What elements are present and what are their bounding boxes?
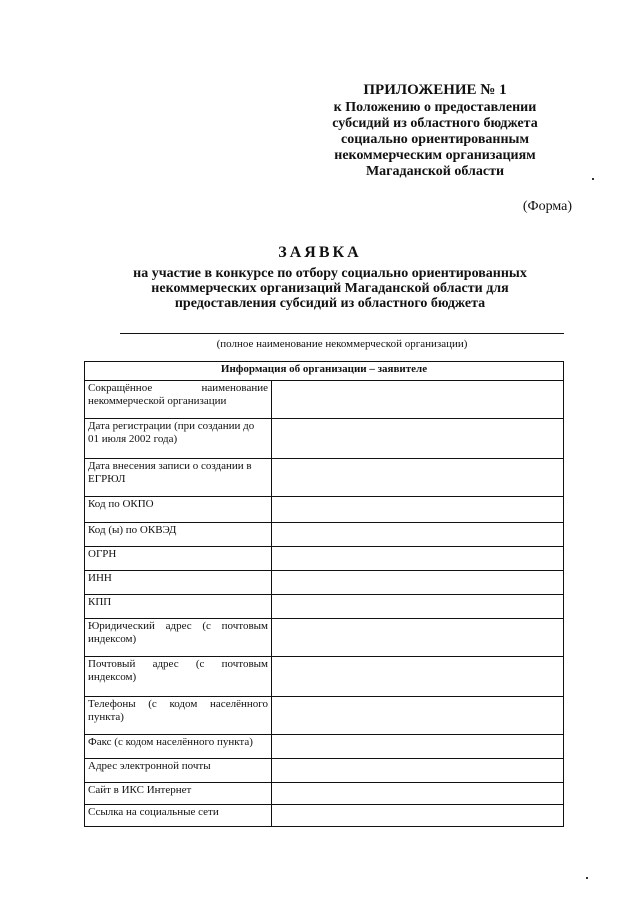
row-value-cell[interactable] <box>272 657 564 697</box>
row-label: Адрес электронной почты <box>85 759 272 783</box>
appendix-title: ПРИЛОЖЕНИЕ № 1 <box>363 82 507 98</box>
row-value-cell[interactable] <box>272 619 564 657</box>
table-row <box>85 697 564 735</box>
row-value-cell[interactable] <box>272 571 564 595</box>
organization-name-field[interactable] <box>120 333 564 334</box>
row-value-cell[interactable] <box>272 697 564 735</box>
form-label: (Форма) <box>522 199 572 214</box>
row-value-cell[interactable] <box>272 783 564 805</box>
appendix-line: некоммерческим организациям <box>334 148 536 163</box>
table-header-row <box>85 362 564 381</box>
appendix-block <box>300 82 570 180</box>
row-value-cell[interactable] <box>272 595 564 619</box>
row-label: ИНН <box>85 571 272 595</box>
row-label: Код по ОКПО <box>85 497 272 523</box>
row-value-cell[interactable] <box>272 759 564 783</box>
row-label: Телефоны (с кодом населённого пункта) <box>85 697 272 735</box>
row-value-cell[interactable] <box>272 459 564 497</box>
row-label: Ссылка на социальные сети <box>85 805 272 827</box>
table-row <box>85 459 564 497</box>
appendix-line: социально ориентированным <box>341 132 529 147</box>
row-label: Факс (с кодом населённого пункта) <box>85 735 272 759</box>
table-header: Информация об организации – заявителе <box>85 362 564 381</box>
row-value-cell[interactable] <box>272 735 564 759</box>
table-row <box>85 783 564 805</box>
application-title: ЗАЯВКА <box>278 244 362 261</box>
subtitle-line: предоставления субсидий из областного бюджета <box>174 296 486 311</box>
table-row <box>85 619 564 657</box>
row-label: Юридический адрес (с почтовым индексом) <box>85 619 272 657</box>
row-label: Почтовый адрес (с почтовым индексом) <box>85 657 272 697</box>
row-label: Сайт в ИКС Интернет <box>85 783 272 805</box>
subtitle-line: на участие в конкурсе по отбору социально ориентированных <box>133 266 527 281</box>
appendix-line: к Положению о предоставлении <box>333 100 537 115</box>
appendix-line: субсидий из областного бюджета <box>332 116 538 131</box>
table-row <box>85 547 564 571</box>
row-label: ОГРН <box>85 547 272 571</box>
subtitle-line: некоммерческих организаций Магаданской области для <box>151 281 509 296</box>
table-row <box>85 657 564 697</box>
table-row <box>85 805 564 827</box>
row-value-cell[interactable] <box>272 497 564 523</box>
row-label: Дата регистрации (при создании до 01 июля 2002 года) <box>85 419 272 459</box>
table-row <box>85 571 564 595</box>
application-subtitle <box>80 266 580 311</box>
row-label: Код (ы) по ОКВЭД <box>85 523 272 547</box>
table-row <box>85 759 564 783</box>
table-row <box>85 735 564 759</box>
scan-speck <box>586 877 588 879</box>
row-value-cell[interactable] <box>272 547 564 571</box>
table-row <box>85 419 564 459</box>
table-row <box>85 595 564 619</box>
row-label: Сокращённое наименование некоммерческой организации <box>85 381 272 419</box>
organization-name-caption: (полное наименование некоммерческой организации) <box>216 338 468 350</box>
row-label: КПП <box>85 595 272 619</box>
row-value-cell[interactable] <box>272 523 564 547</box>
row-label: Дата внесения записи о создании в ЕГРЮЛ <box>85 459 272 497</box>
row-value-cell[interactable] <box>272 419 564 459</box>
table-row <box>85 523 564 547</box>
appendix-line: Магаданской области <box>365 164 505 179</box>
row-value-cell[interactable] <box>272 805 564 827</box>
table-row <box>85 381 564 419</box>
organization-info-table <box>84 361 564 827</box>
row-value-cell[interactable] <box>272 381 564 419</box>
table-row <box>85 497 564 523</box>
scan-speck <box>592 178 594 180</box>
